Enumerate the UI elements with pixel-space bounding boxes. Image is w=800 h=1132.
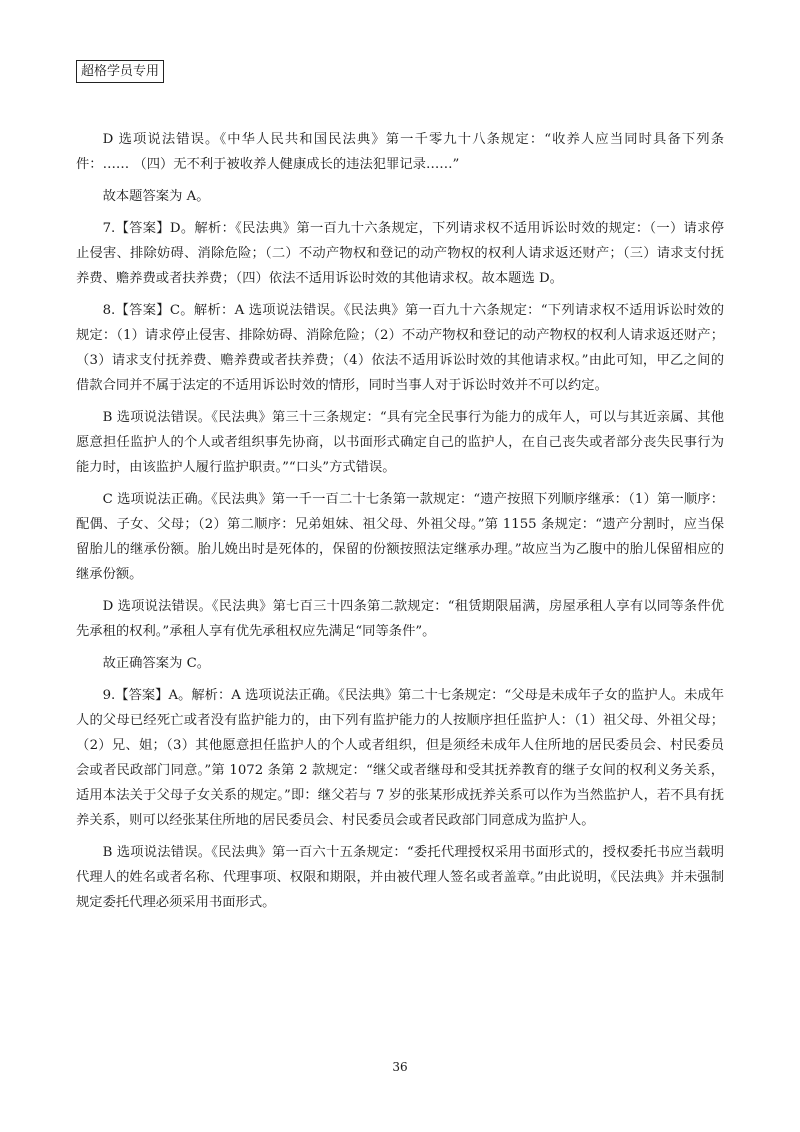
paragraph-question-7: 7.【答案】D。解析：《民法典》第一百九十六条规定，下列请求权不适用诉讼时效的规定：（一）请求停止侵害、排除妨碍、消除危险；（二）不动产物权和登记的动产物权的权利人请求返还财产；（三）请求支付抚养费、赡养费或者扶养费；（四）依法不适用诉讼时效的其他请求权。故本题选 D。 [76,221,724,286]
page-number: 36 [392,1060,408,1074]
paragraph-question-8: 8.【答案】C。解析：A 选项说法错误。《民法典》第一百九十六条规定：“下列请求权不适用诉讼时效的规定：（1）请求停止侵害、排除妨碍、消除危险；（2）不动产物权和登记的动产物权的权利人请求返还财产；（3）请求支付抚养费、赡养费或者扶养费；（4）依法不适用诉讼时效的其他请求权。”由此可知，甲乙之间的借款合同并不属于法定的不适用诉讼时效的情形，同时当事人对于诉讼时效并不可以约定。 [76,303,724,393]
paragraph-answer-c: 故正确答案为 C。 [102,656,211,671]
paragraph-question-9: 9.【答案】A。解析：A 选项说法正确。《民法典》第二十七条规定：“父母是未成年子女的监护人。未成年人的父母已经死亡或者没有监护能力的，由下列有监护能力的人按顺序担任监护人：（1）祖父母、外祖父母；（2）兄、姐；（3）其他愿意担任监护人的个人或者组织，但是须经未成年人住所地的居民委员会、村民委员会或者民政部门同意。”第 1072 条第 2 款规定：“继父或者继母和受其抚养教育的继子女间的权利义务关系，适用本法关于父母子女关系的规定。”即：继父若与 7 岁的张某形成抚养关系可以作为当然监护人，若不具有抚养关系，则可以经张某住所地的居民委员会、村民委员会或者民政部门同意成为监护人。 [76,688,724,828]
paragraph-option-d-lease: D 选项说法错误。《民法典》第七百三十四条第二款规定：“租赁期限届满，房屋承租人享有以同等条件优先承租的权利。”承租人享有优先承租权应先满足“同等条件”。 [76,599,724,639]
paragraph-option-d-adoption: D 选项说法错误。《中华人民共和国民法典》第一千零九十八条规定：“收养人应当同时具备下列条件：…… （四）无不利于被收养人健康成长的违法犯罪记录……” [76,132,724,172]
document-body [76,127,724,922]
paragraph-option-b-guardian: B 选项说法错误。《民法典》第三十三条规定：“具有完全民事行为能力的成年人，可以与其近亲属、其他愿意担任监护人的个人或者组织事先协商，以书面形式确定自己的监护人，在自己丧失或者部分丧失民事行为能力时，由该监护人履行监护职责。”“口头”方式错误。 [76,410,724,475]
paragraph-answer-a: 故本题答案为 A。 [102,189,210,204]
paragraph-option-b-agency: B 选项说法错误。《民法典》第一百六十五条规定：“委托代理授权采用书面形式的，授权委托书应当载明代理人的姓名或者名称、代理事项、权限和期限，并由被代理人签名或者盖章。”由此说明，《民法典》并未强制规定委托代理必须采用书面形式。 [76,845,724,910]
paragraph-option-c-inheritance: C 选项说法正确。《民法典》第一千一百二十七条第一款规定：“遗产按照下列顺序继承：（1）第一顺序：配偶、子女、父母；（2）第二顺序：兄弟姐妹、祖父母、外祖父母。”第 1155 条规定：“遗产分割时，应当保留胎儿的继承份额。胎儿娩出时是死体的，保留的份额按照法定继承办理。”故应当为乙腹中的胎儿保留相应的继承份额。 [76,492,724,582]
exclusive-use-stamp: 超格学员专用 [76,60,164,83]
